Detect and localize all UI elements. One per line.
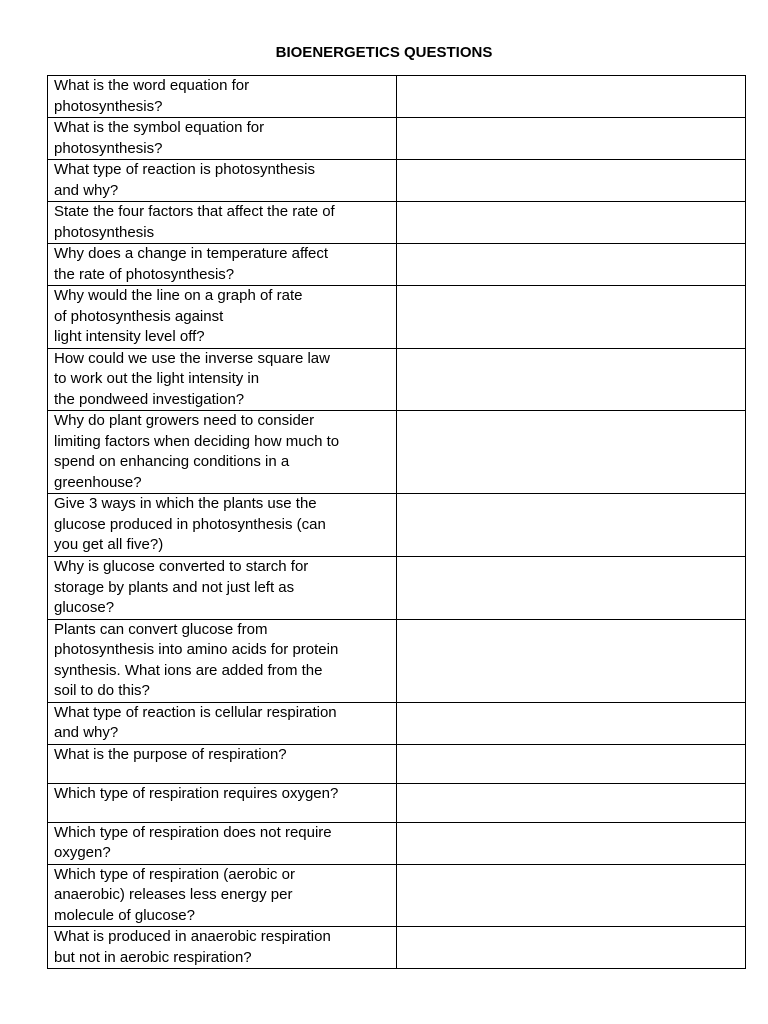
question-cell: Give 3 ways in which the plants use the glucose produced in photosynthesis (can you get all five?) — [48, 494, 397, 557]
question-cell: Plants can convert glucose from photosynthesis into amino acids for protein synthesis. What ions are added from the soil to do this? — [48, 619, 397, 702]
table-row — [48, 202, 746, 244]
table-row — [48, 411, 746, 494]
answer-cell[interactable] — [397, 783, 746, 822]
answer-cell[interactable] — [397, 619, 746, 702]
answer-cell[interactable] — [397, 494, 746, 557]
answer-cell[interactable] — [397, 557, 746, 620]
answer-cell[interactable] — [397, 927, 746, 969]
question-cell: State the four factors that affect the rate of photosynthesis — [48, 202, 397, 244]
question-cell: Which type of respiration (aerobic or anaerobic) releases less energy per molecule of glucose? — [48, 864, 397, 927]
table-row — [48, 76, 746, 118]
question-cell: What is the symbol equation for photosynthesis? — [48, 118, 397, 160]
page-title: BIOENERGETICS QUESTIONS — [275, 44, 493, 61]
question-cell: What is produced in anaerobic respiration but not in aerobic respiration? — [48, 927, 397, 969]
answer-cell[interactable] — [397, 202, 746, 244]
question-cell: What is the purpose of respiration? — [48, 744, 397, 783]
question-cell: Why does a change in temperature affect the rate of photosynthesis? — [48, 244, 397, 286]
table-row — [48, 864, 746, 927]
table-row — [48, 160, 746, 202]
answer-cell[interactable] — [397, 348, 746, 411]
question-cell: What type of reaction is photosynthesis and why? — [48, 160, 397, 202]
table-row — [48, 822, 746, 864]
answer-cell[interactable] — [397, 702, 746, 744]
answer-cell[interactable] — [397, 118, 746, 160]
table-row — [48, 702, 746, 744]
table-row — [48, 494, 746, 557]
question-cell: Which type of respiration requires oxygen? — [48, 783, 397, 822]
question-cell: Why do plant growers need to consider limiting factors when deciding how much to spend on enhancing conditions in a greenhouse? — [48, 411, 397, 494]
answer-cell[interactable] — [397, 411, 746, 494]
table-row — [48, 619, 746, 702]
table-row — [48, 783, 746, 822]
table-row — [48, 557, 746, 620]
answer-cell[interactable] — [397, 76, 746, 118]
question-cell: Why is glucose converted to starch for storage by plants and not just left as glucose? — [48, 557, 397, 620]
answer-cell[interactable] — [397, 864, 746, 927]
answer-cell[interactable] — [397, 244, 746, 286]
answer-cell[interactable] — [397, 822, 746, 864]
question-cell: What is the word equation for photosynthesis? — [48, 76, 397, 118]
questions-table — [47, 75, 746, 969]
answer-cell[interactable] — [397, 160, 746, 202]
table-row — [48, 744, 746, 783]
question-cell: Which type of respiration does not require oxygen? — [48, 822, 397, 864]
table-row — [48, 118, 746, 160]
question-cell: Why would the line on a graph of rate of photosynthesis against light intensity level off? — [48, 286, 397, 349]
table-row — [48, 244, 746, 286]
question-cell: How could we use the inverse square law to work out the light intensity in the pondweed investigation? — [48, 348, 397, 411]
answer-cell[interactable] — [397, 744, 746, 783]
question-cell: What type of reaction is cellular respiration and why? — [48, 702, 397, 744]
table-row — [48, 927, 746, 969]
answer-cell[interactable] — [397, 286, 746, 349]
table-row — [48, 348, 746, 411]
table-row — [48, 286, 746, 349]
